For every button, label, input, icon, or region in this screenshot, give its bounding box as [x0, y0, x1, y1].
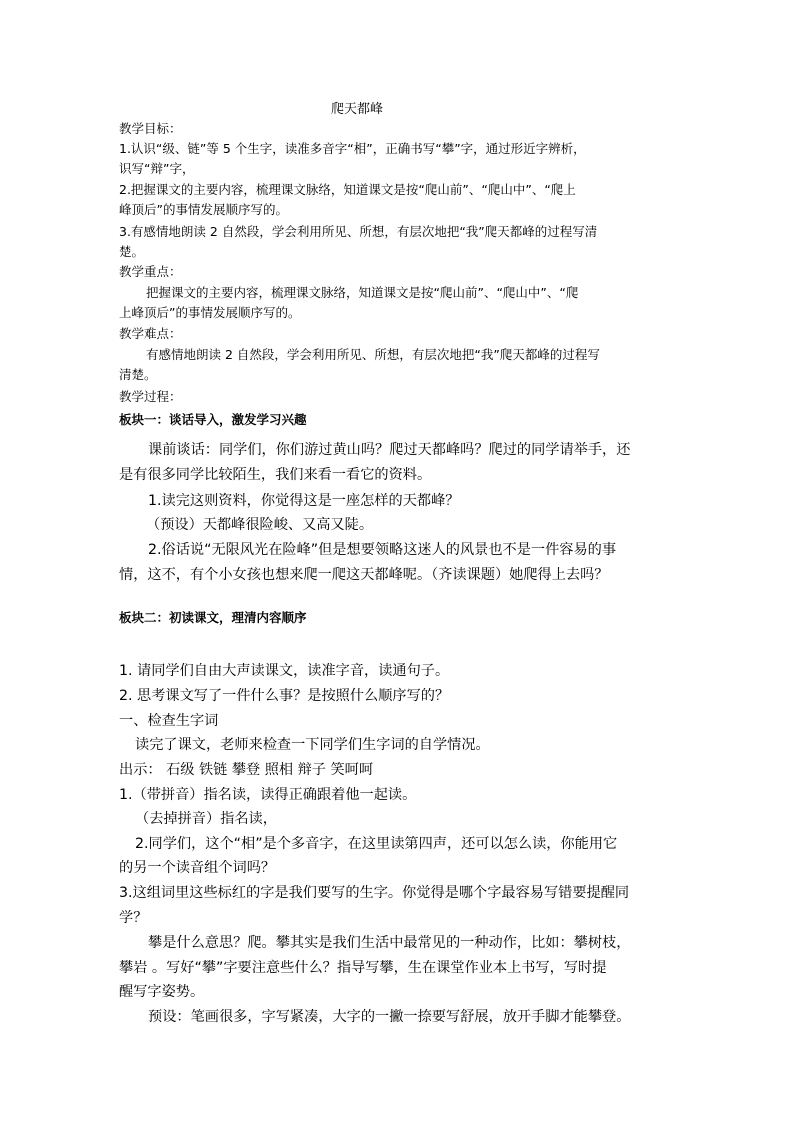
objective-2-line-1: 2.把握课文的主要内容，梳理课文脉络，知道课文是按“爬山前”、“爬山中”、“爬上 — [119, 182, 576, 197]
block-1-question-2-line-2: 情，这不，有个小女孩也想来爬一爬这天都峰呢。（齐读课题）她爬得上去吗？ — [119, 567, 609, 583]
block-2-line-1: 1. 请同学们自由大声读课文，读准字音，读通句子。 — [119, 663, 450, 679]
difficulties-heading: 教学难点： — [119, 326, 182, 341]
block-2-line-12: 攀是什么意思？爬。攀其实是我们生活中最常见的一种动作，比如：攀树枝， — [148, 935, 631, 951]
block-2-line-5: 出示： 石级 铁链 攀登 照相 辩子 笑呵呵 — [119, 762, 374, 778]
key-points-line-1: 把握课文的主要内容，梳理课文脉络，知道课文是按“爬山前”、“爬山中”、“爬 — [146, 285, 579, 300]
block-2-line-14: 醒写字姿势。 — [119, 984, 205, 1000]
objectives-heading: 教学目标： — [119, 121, 182, 136]
block-2-heading: 板块二：初读课文，理清内容顺序 — [119, 610, 307, 625]
objective-3-line-2: 楚。 — [119, 244, 145, 259]
block-2-line-4: 读完了课文，老师来检查一下同学们生字词的自学情况。 — [135, 737, 490, 753]
block-2-line-13: 攀岩 。写好“攀”字要注意些什么？指导写攀，生在课堂作业本上书写，写时提 — [119, 960, 607, 976]
block-1-question-1-answer: （预设）天都峰很险峻、又高又陡。 — [146, 517, 374, 533]
block-1-heading: 板块一：谈话导入，激发学习兴趣 — [119, 412, 307, 427]
difficulties-line-2: 清楚。 — [119, 367, 157, 382]
objective-3-line-1: 3.有感情地朗读 2 自然段，学会利用所见、所想，有层次地把“我”爬天都峰的过程写清 — [119, 224, 598, 239]
block-2-line-3: 一、检查生字词 — [119, 713, 219, 729]
block-2-line-11: 学？ — [119, 910, 148, 926]
block-2-line-7: （去掉拼音）指名读， — [135, 811, 277, 827]
block-2-line-9: 的另一个读音组个词吗？ — [119, 860, 276, 876]
objective-2-line-2: 峰顶后”的事情发展顺序写的。 — [119, 202, 288, 217]
block-1-paragraph-1-line-2: 是有很多同学比较陌生，我们来看一看它的资料。 — [119, 467, 432, 483]
block-2-line-10: 3.这组词里这些标红的字是我们要写的生字。你觉得是哪个字最容易写错要提醒同 — [119, 885, 630, 901]
objective-1-line-2: 识写“辩”字， — [119, 161, 195, 176]
block-1-question-2-line-1: 2.俗话说“无限风光在险峰”但是想要领略这迷人的风景也不是一件容易的事 — [148, 542, 617, 558]
block-2-line-2: 2. 思考课文写了一件什么事？是按照什么顺序写的？ — [119, 688, 450, 704]
key-points-heading: 教学重点： — [119, 264, 182, 279]
block-2-line-8: 2.同学们，这个“相”是个多音字，在这里读第四声，还可以怎么读，你能用它 — [135, 836, 618, 852]
key-points-line-2: 上峰顶后”的事情发展顺序写的。 — [119, 305, 301, 320]
block-2-line-15: 预设：笔画很多，字写紧凑，大字的一撇一捺要写舒展，放开手脚才能攀登。 — [148, 1009, 631, 1025]
block-1-question-1: 1.读完这则资料，你觉得这是一座怎样的天都峰？ — [148, 493, 460, 509]
block-1-paragraph-1-line-1: 课前谈话：同学们，你们游过黄山吗？爬过天都峰吗？爬过的同学请举手，还 — [148, 442, 631, 458]
document-title: 爬天都峰 — [331, 102, 384, 117]
objective-1-line-1: 1.认识“级、链”等 5 个生字，读准多音字“相”，正确书写“攀”字，通过形近字辨析， — [119, 141, 586, 156]
difficulties-line-1: 有感情地朗读 2 自然段，学会利用所见、所想，有层次地把“我”爬天都峰的过程写 — [146, 347, 600, 362]
block-2-line-6: 1.（带拼音）指名读，读得正确跟着他一起读。 — [119, 787, 417, 803]
process-heading: 教学过程： — [119, 389, 182, 404]
